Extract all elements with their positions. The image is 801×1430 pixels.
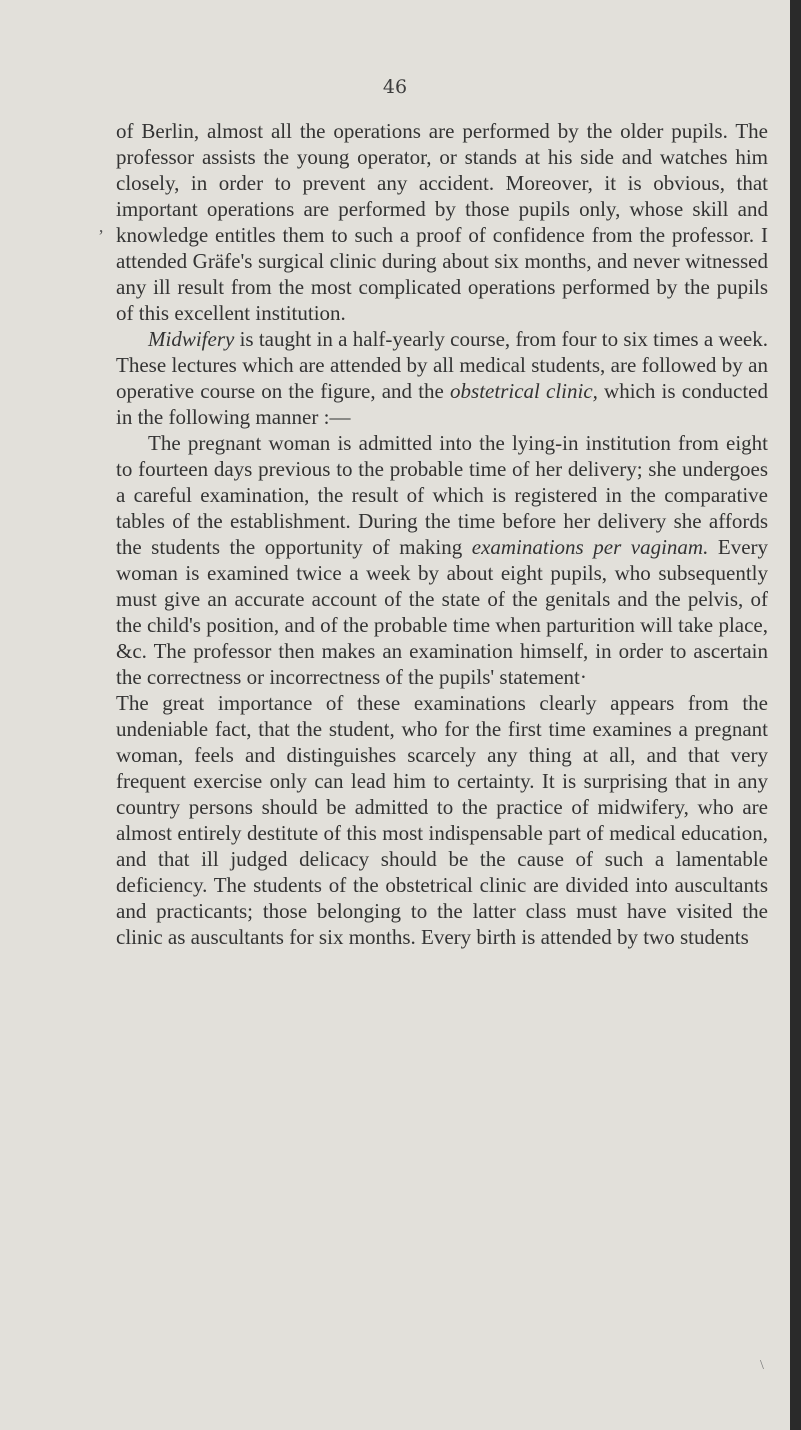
paragraph-1: of Berlin, almost all the operations are performed by the older pupils. The professor assists the young operator, or stands at his side and watches him closely, in order to prevent any accident. Moreover, it is obvious, that important operations are performed by those pupils only, whose skill and knowledge entitles them to such a proof of confidence from the professor. I attended Gräfe's surgical clinic during about six months, and never witnessed any ill result from the most complicated operations performed by the pupils of this excellent institution. <box>116 119 768 325</box>
margin-mark: ’ <box>98 226 104 246</box>
paragraph-3-text-b: Every woman is examined twice a week by about eight pupils, who subsequently must give an accurate account of the state of the genitals and the pelvis, of the child's position, and of the probable time when parturition will take place, &c. The professor then makes an examination himself, in order to ascertain the correctness or incorrectness of the pupils' statement· <box>116 535 769 689</box>
paragraph-2-text-b: which is conducted in the following manner :— <box>116 379 768 429</box>
paragraph-4: The great importance of these examinations clearly appears from the undeniable fact, that the student, who for the first time examines a pregnant woman, feels and distinguishes scarcely any thing at all, and that very frequent exercise only can lead him to certainty. It is surprising that in any country persons should be admitted to the practice of midwifery, who are almost entirely destitute of this most indispensable part of medical education, and that ill judged delicacy should be the cause of such a lamentable deficiency. The students of the obstetrical clinic are divided into auscultants and practicants; those belonging to the latter class must have visited the clinic as auscultants for six months. Every birth is attended by two students <box>116 691 768 949</box>
scan-border <box>790 0 801 1430</box>
term-examinations-per-vaginam: examinations per vaginam. <box>471 535 709 559</box>
paragraph-3 <box>116 430 768 690</box>
scan-mark: \ <box>760 1358 764 1373</box>
page-number: 46 <box>382 76 408 98</box>
paragraph-2-text-a: is taught in a half-yearly course, from four to six times a week. These lectures which are attended by all medical students, are followed by an operative course on the figure, and the <box>116 327 768 403</box>
paragraph-3-text-a: The pregnant woman is admitted into the lying-in institution from eight to fourteen days previous to the probable time of her delivery; she undergoes a careful examination, the result of which is registered in the comparative tables of the establishment. During the time before her delivery she affords the students the opportunity of making <box>116 431 768 559</box>
term-obstetrical-clinic: obstetrical clinic, <box>450 379 598 403</box>
term-midwifery: Midwifery <box>148 327 235 351</box>
paragraph-2 <box>116 326 768 430</box>
body-text <box>116 118 768 950</box>
